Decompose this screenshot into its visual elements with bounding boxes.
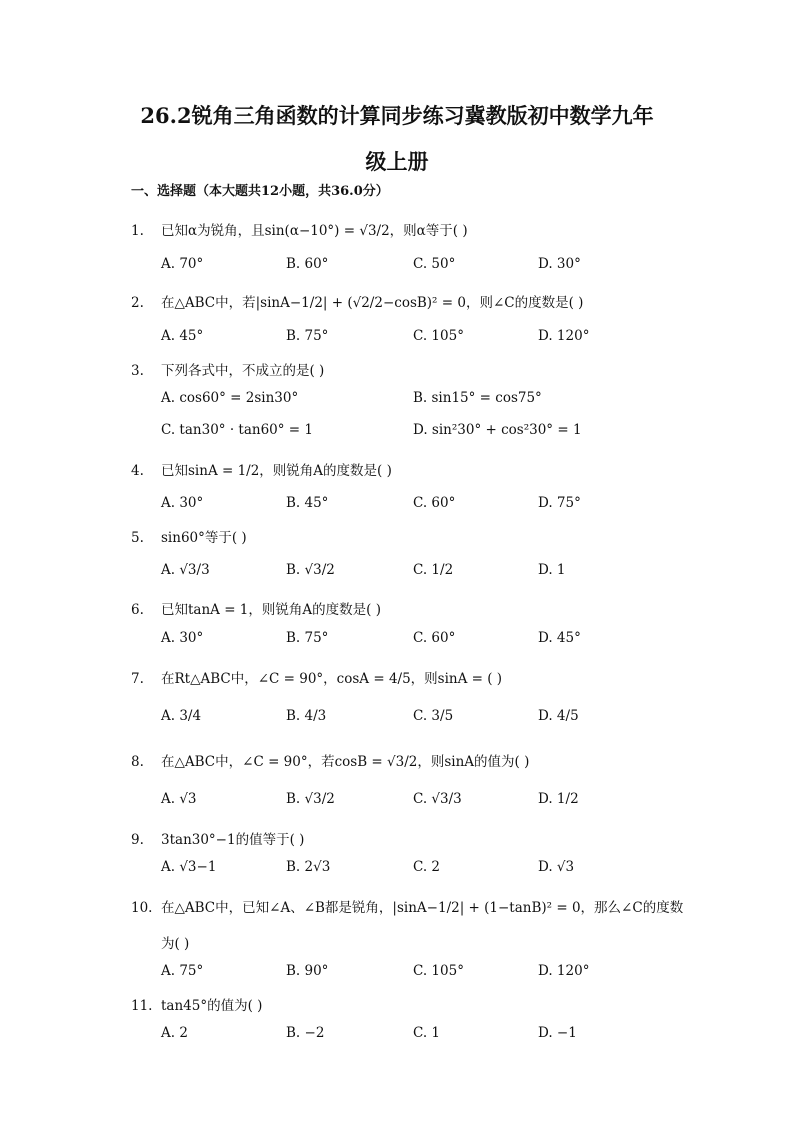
question-number: 5. [131, 530, 144, 546]
question-10 [131, 896, 683, 916]
question-6 [131, 598, 381, 618]
option-a: A. cos60° = 2sin30° [161, 390, 299, 406]
question-stem: 已知sinA = 1/2，则锐角A的度数是( ) [161, 463, 392, 479]
option-c: C. 60° [413, 630, 456, 646]
option-a: A. 2 [161, 1025, 188, 1041]
option-b: B. 90° [286, 963, 329, 979]
option-a: A. √3−1 [161, 859, 217, 875]
question-stem: tan45°的值为( ) [161, 998, 263, 1014]
option-d: D. √3 [538, 859, 575, 875]
question-stem: 已知α为锐角，且sin(α−10°) = √3/2，则α等于( ) [161, 223, 468, 239]
question-number: 10. [131, 900, 153, 916]
option-a: A. 75° [161, 963, 204, 979]
question-number: 8. [131, 754, 144, 770]
option-b: B. 75° [286, 630, 329, 646]
option-d: D. 75° [538, 495, 581, 511]
option-c: C. 105° [413, 963, 464, 979]
option-b: B. 2√3 [286, 859, 331, 875]
title-line-1: 26.2锐角三角函数的计算同步练习冀教版初中数学九年 [140, 103, 654, 128]
question-number: 3. [131, 363, 144, 379]
option-a: A. √3 [161, 791, 197, 807]
option-c: C. 50° [413, 256, 456, 272]
question-number: 9. [131, 832, 144, 848]
document-title [110, 93, 684, 185]
title-line-2: 级上册 [365, 149, 429, 174]
option-d: D. 30° [538, 256, 581, 272]
option-c: C. tan30° · tan60° = 1 [161, 422, 313, 438]
option-b: B. 45° [286, 495, 329, 511]
question-1 [131, 219, 468, 239]
question-11 [131, 994, 262, 1014]
question-number: 7. [131, 671, 144, 687]
option-d: D. −1 [538, 1025, 577, 1041]
option-a: A. 3/4 [161, 708, 202, 724]
option-d: D. 1 [538, 562, 566, 578]
option-b: B. 60° [286, 256, 329, 272]
option-a: A. 30° [161, 495, 204, 511]
section-heading: 一、选择题（本大题共12小题，共36.0分） [131, 184, 389, 199]
question-stem-continued: 为( ) [161, 936, 190, 952]
question-stem: sin60°等于( ) [161, 530, 247, 546]
question-number: 6. [131, 602, 144, 618]
question-stem: 在△ABC中，若|sinA−1/2| + (√2/2−cosB)² = 0，则∠C的度数是( ) [161, 295, 584, 311]
option-b: B. sin15° = cos75° [413, 390, 542, 406]
question-2 [131, 291, 583, 311]
question-number: 4. [131, 463, 144, 479]
question-7 [131, 667, 502, 687]
question-stem: 在△ABC中，∠C = 90°，若cosB = √3/2，则sinA的值为( ) [161, 754, 530, 770]
question-stem: 已知tanA = 1，则锐角A的度数是( ) [161, 602, 381, 618]
option-c: C. 105° [413, 328, 464, 344]
question-8 [131, 750, 529, 770]
question-stem: 在△ABC中，已知∠A、∠B都是锐角，|sinA−1/2| + (1−tanB)² = 0，那么∠C的度数 [161, 900, 684, 916]
question-4 [131, 459, 392, 479]
question-stem: 下列各式中，不成立的是( ) [161, 363, 325, 379]
option-a: A. 45° [161, 328, 204, 344]
option-b: B. −2 [286, 1025, 325, 1041]
option-b: B. 4/3 [286, 708, 327, 724]
question-5 [131, 526, 247, 546]
question-number: 11. [131, 998, 153, 1014]
option-c: C. 2 [413, 859, 441, 875]
question-number: 1. [131, 223, 144, 239]
option-b: B. √3/2 [286, 791, 335, 807]
option-c: C. 3/5 [413, 708, 454, 724]
question-9 [131, 828, 304, 848]
option-d: D. sin²30° + cos²30° = 1 [413, 422, 582, 438]
option-d: D. 1/2 [538, 791, 579, 807]
option-b: B. 75° [286, 328, 329, 344]
option-c: C. √3/3 [413, 791, 462, 807]
option-d: D. 120° [538, 328, 590, 344]
option-d: D. 45° [538, 630, 581, 646]
question-stem: 3tan30°−1的值等于( ) [161, 832, 305, 848]
option-d: D. 4/5 [538, 708, 579, 724]
question-3 [131, 359, 324, 379]
option-a: A. 30° [161, 630, 204, 646]
option-a: A. √3/3 [161, 562, 210, 578]
option-d: D. 120° [538, 963, 590, 979]
option-b: B. √3/2 [286, 562, 335, 578]
option-c: C. 1/2 [413, 562, 454, 578]
option-c: C. 60° [413, 495, 456, 511]
option-a: A. 70° [161, 256, 204, 272]
question-number: 2. [131, 295, 144, 311]
option-c: C. 1 [413, 1025, 441, 1041]
question-stem: 在Rt△ABC中，∠C = 90°，cosA = 4/5，则sinA = ( ) [161, 671, 503, 687]
